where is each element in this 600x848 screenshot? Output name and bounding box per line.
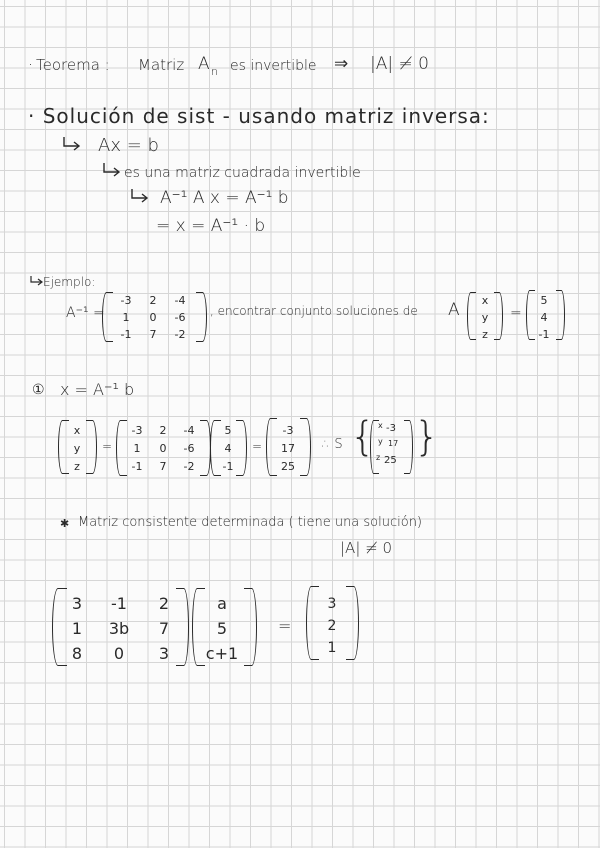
- vector-cell: -1: [538, 328, 550, 341]
- vector-cell: -1: [222, 460, 234, 473]
- therefore-solution-set: ∴ S: [322, 437, 343, 452]
- matrix-cell: 8: [71, 644, 83, 663]
- vector-cell: -3: [282, 424, 294, 437]
- matrix-cell: 7: [149, 328, 157, 341]
- vector-cell: 4: [540, 311, 548, 324]
- hook-arrow-icon: [30, 275, 44, 287]
- matrix-cell: 3: [158, 644, 170, 663]
- matrix-cell: 1: [71, 619, 83, 638]
- brace-left: {: [350, 414, 376, 460]
- matrix-cell: -6: [183, 442, 195, 455]
- matrix-cell: 0: [113, 644, 125, 663]
- step-vars-vector: [68, 424, 86, 473]
- hook-arrow-icon: [102, 162, 122, 178]
- step-b-vector: [218, 424, 238, 473]
- final-coefficient-matrix: [60, 594, 184, 663]
- solution-var-label: z: [376, 453, 381, 462]
- matrix-cell: 2: [159, 424, 167, 437]
- vector-cell: z: [74, 460, 80, 473]
- vector-cell: 5: [224, 424, 232, 437]
- matrix-cell: 1: [133, 442, 141, 455]
- theorem-arrow: ⇒: [334, 54, 349, 74]
- matrix-cell: 1: [122, 311, 130, 324]
- note-square-invertible: es una matriz cuadrada invertible: [124, 165, 361, 181]
- vector-cell: x: [481, 294, 489, 307]
- vector-cell: 5: [216, 619, 228, 638]
- vector-cell: 17: [281, 442, 295, 455]
- solution-value: 25: [384, 455, 397, 466]
- matrix-cell: -3: [131, 424, 143, 437]
- theorem-rest: es invertible: [230, 58, 317, 74]
- example-b-vector: [534, 294, 554, 341]
- section-title: · Solución de sist - usando matriz inversa:: [28, 104, 490, 128]
- consistency-condition: |A| ≠ 0: [340, 539, 393, 557]
- matrix-cell: -1: [111, 594, 127, 613]
- star-icon: ✱: [60, 517, 70, 530]
- hook-arrow-icon: [62, 136, 82, 152]
- matrix-cell: 7: [158, 619, 170, 638]
- vector-cell: 25: [281, 460, 295, 473]
- vector-cell: y: [73, 442, 81, 455]
- matrix-cell: 7: [159, 460, 167, 473]
- theorem-matrix-sub: n: [211, 65, 218, 78]
- matrix-cell: 3: [71, 594, 83, 613]
- matrix-cell: -2: [183, 460, 195, 473]
- matrix-cell: 0: [149, 311, 157, 324]
- vector-cell: 1: [327, 640, 337, 656]
- paren-right: [404, 420, 413, 474]
- step-circle-icon: ①: [32, 382, 45, 398]
- vector-cell: c+1: [205, 644, 239, 663]
- paren-right: [300, 418, 311, 476]
- solution-var-label: y: [378, 437, 383, 446]
- theorem-text: Matriz: [138, 56, 185, 74]
- paren-right: [494, 292, 503, 340]
- example-equals: =: [510, 305, 522, 321]
- vector-cell: 5: [540, 294, 548, 307]
- paren-right: [244, 588, 257, 666]
- vector-cell: z: [482, 328, 488, 341]
- matrix-cell: -4: [174, 294, 186, 307]
- theorem-condition: |A| ≠ 0: [370, 54, 429, 74]
- final-rhs-vector: [318, 596, 346, 656]
- vector-cell: 4: [224, 442, 232, 455]
- matrix-cell: -6: [174, 311, 186, 324]
- paren-right: [86, 420, 97, 474]
- matrix-cell: 3b: [108, 619, 130, 638]
- matrix-cell: -2: [174, 328, 186, 341]
- step-equals: =: [252, 439, 263, 453]
- paren-right: [196, 292, 207, 342]
- step-formula: x = A⁻¹ b: [60, 380, 135, 399]
- paren-left: [467, 292, 476, 340]
- matrix-cell: 2: [149, 294, 157, 307]
- matrix-cell: -1: [131, 460, 143, 473]
- equation-ax-b: Ax = b: [98, 135, 159, 156]
- hook-arrow-icon: [130, 188, 150, 204]
- step-ainv-matrix: [124, 424, 202, 473]
- equation-ainv-ax: A⁻¹ A x = A⁻¹ b: [160, 188, 289, 208]
- paren-right: [556, 290, 565, 340]
- consistency-text: Matriz consistente determinada ( tiene una solución): [78, 515, 423, 530]
- solution-value: -3: [386, 423, 396, 434]
- step-result-vector: [276, 424, 300, 473]
- matrix-cell: -1: [120, 328, 132, 341]
- example-label: Ejemplo:: [43, 275, 96, 289]
- equation-x-ainv-b: = x = A⁻¹ · b: [156, 216, 266, 236]
- paren-right: [176, 588, 189, 666]
- paren-right: [346, 586, 359, 660]
- vector-cell: x: [73, 424, 81, 437]
- matrix-cell: 2: [158, 594, 170, 613]
- paren-right: [236, 420, 247, 476]
- brace-right: }: [414, 414, 440, 460]
- step-equals: =: [102, 439, 113, 453]
- example-vars-vector: [477, 294, 493, 341]
- example-text: , encontrar conjunto soluciones de: [210, 304, 418, 318]
- example-ainv-matrix: [112, 294, 194, 341]
- matrix-cell: 0: [159, 442, 167, 455]
- example-a-symbol: A: [448, 300, 460, 320]
- theorem-matrix-symbol: A: [198, 54, 210, 74]
- vector-cell: 2: [327, 618, 337, 634]
- vector-cell: a: [217, 594, 227, 613]
- vector-cell: 3: [327, 596, 337, 612]
- final-equals: =: [278, 616, 292, 635]
- final-vars-vector: [198, 594, 246, 663]
- solution-var-label: x: [378, 421, 383, 430]
- ainv-label: A⁻¹ =: [66, 305, 105, 321]
- solution-value: 17: [388, 439, 399, 448]
- matrix-cell: -3: [120, 294, 132, 307]
- theorem-label: Teorema :: [36, 56, 110, 74]
- vector-cell: y: [481, 311, 489, 324]
- matrix-cell: -4: [183, 424, 195, 437]
- theorem-bullet: ·: [28, 55, 34, 74]
